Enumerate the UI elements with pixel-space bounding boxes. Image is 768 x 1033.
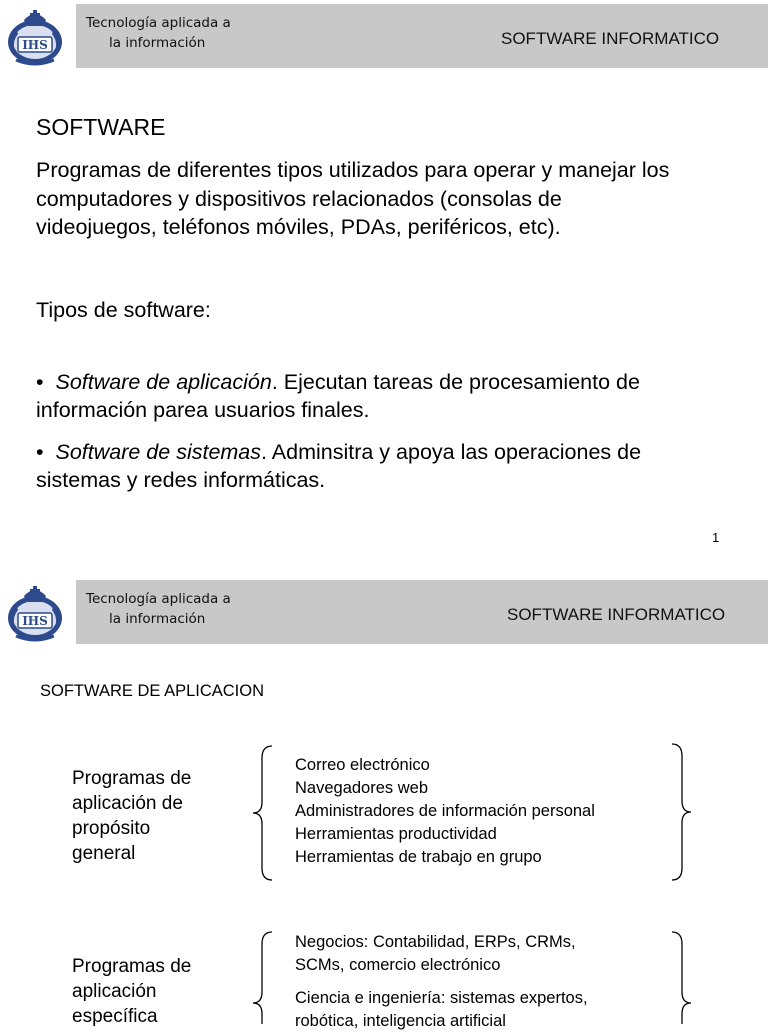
bullet-line-2: información parea usuarios finales. — [36, 398, 370, 422]
label-line: propósito — [72, 818, 151, 839]
list-item: Ciencia e ingeniería: sistemas expertos, — [295, 989, 588, 1007]
list-item: Negocios: Contabilidad, ERPs, CRMs, — [295, 933, 576, 951]
subtitle-line-1: Tecnología aplicada a — [86, 591, 231, 607]
bullet-systems-software — [36, 438, 641, 494]
software-definition — [36, 156, 669, 242]
crest-logo-icon — [4, 582, 66, 644]
right-brace-icon — [668, 930, 694, 1024]
left-brace-icon — [250, 930, 276, 1024]
slide1-header — [0, 4, 768, 68]
group-label-general — [72, 766, 191, 866]
list-item: SCMs, comercio electrónico — [295, 956, 501, 974]
bullet-text: . Ejecutan tareas de procesamiento de — [271, 370, 640, 394]
bullet-text: . Adminsitra y apoya las operaciones de — [261, 440, 642, 464]
bullet-marker: • — [36, 440, 44, 464]
list-item: Herramientas de trabajo en grupo — [295, 848, 542, 866]
label-line: general — [72, 843, 136, 864]
list-item: Administradores de información personal — [295, 802, 595, 820]
list-item: robótica, inteligencia artificial — [295, 1012, 506, 1030]
logo-container — [0, 4, 76, 68]
group-items-general — [295, 754, 595, 869]
definition-line: computadores y dispositivos relacionados (consolas de — [36, 186, 562, 211]
label-line: aplicación — [72, 981, 157, 1002]
label-line: aplicación de — [72, 793, 183, 814]
bullet-line-1 — [36, 368, 640, 396]
types-heading: Tipos de software: — [36, 298, 211, 322]
logo-container — [0, 580, 76, 644]
right-brace-icon — [668, 742, 694, 882]
list-item: Correo electrónico — [295, 756, 430, 774]
crest-logo-icon — [4, 6, 66, 68]
bullet-line-1 — [36, 438, 641, 466]
list-item: Navegadores web — [295, 779, 428, 797]
slide2-header — [0, 580, 768, 644]
label-line: Programas de — [72, 768, 192, 789]
label-line: específica — [72, 1006, 158, 1027]
definition-line: videojuegos, teléfonos móviles, PDAs, periféricos, etc). — [36, 215, 561, 239]
group-items-specific — [295, 931, 588, 1033]
subtitle-line-2: la información — [109, 35, 206, 51]
bullet-term: Software de sistemas — [55, 440, 262, 464]
page-number: 1 — [712, 530, 720, 545]
slide1-title: SOFTWARE — [36, 114, 166, 140]
left-brace-icon — [250, 744, 276, 882]
header-subtitle — [86, 13, 231, 53]
bullet-marker: • — [36, 370, 44, 394]
document-title: SOFTWARE INFORMATICO — [507, 605, 726, 624]
definition-line: Programas de diferentes tipos utilizados para operar y manejar los — [36, 158, 670, 182]
list-item: Herramientas productividad — [295, 825, 497, 843]
subtitle-line-1: Tecnología aplicada a — [86, 15, 231, 31]
slide2-title: SOFTWARE DE APLICACION — [40, 682, 265, 700]
group-label-specific — [72, 954, 191, 1029]
subtitle-line-2: la información — [109, 611, 206, 627]
document-title: SOFTWARE INFORMATICO — [501, 29, 720, 48]
bullet-application-software — [36, 368, 640, 424]
header-subtitle — [86, 589, 231, 629]
label-line: Programas de — [72, 956, 192, 977]
bullet-line-2: sistemas y redes informáticas. — [36, 468, 326, 492]
bullet-term: Software de aplicación — [55, 370, 272, 394]
